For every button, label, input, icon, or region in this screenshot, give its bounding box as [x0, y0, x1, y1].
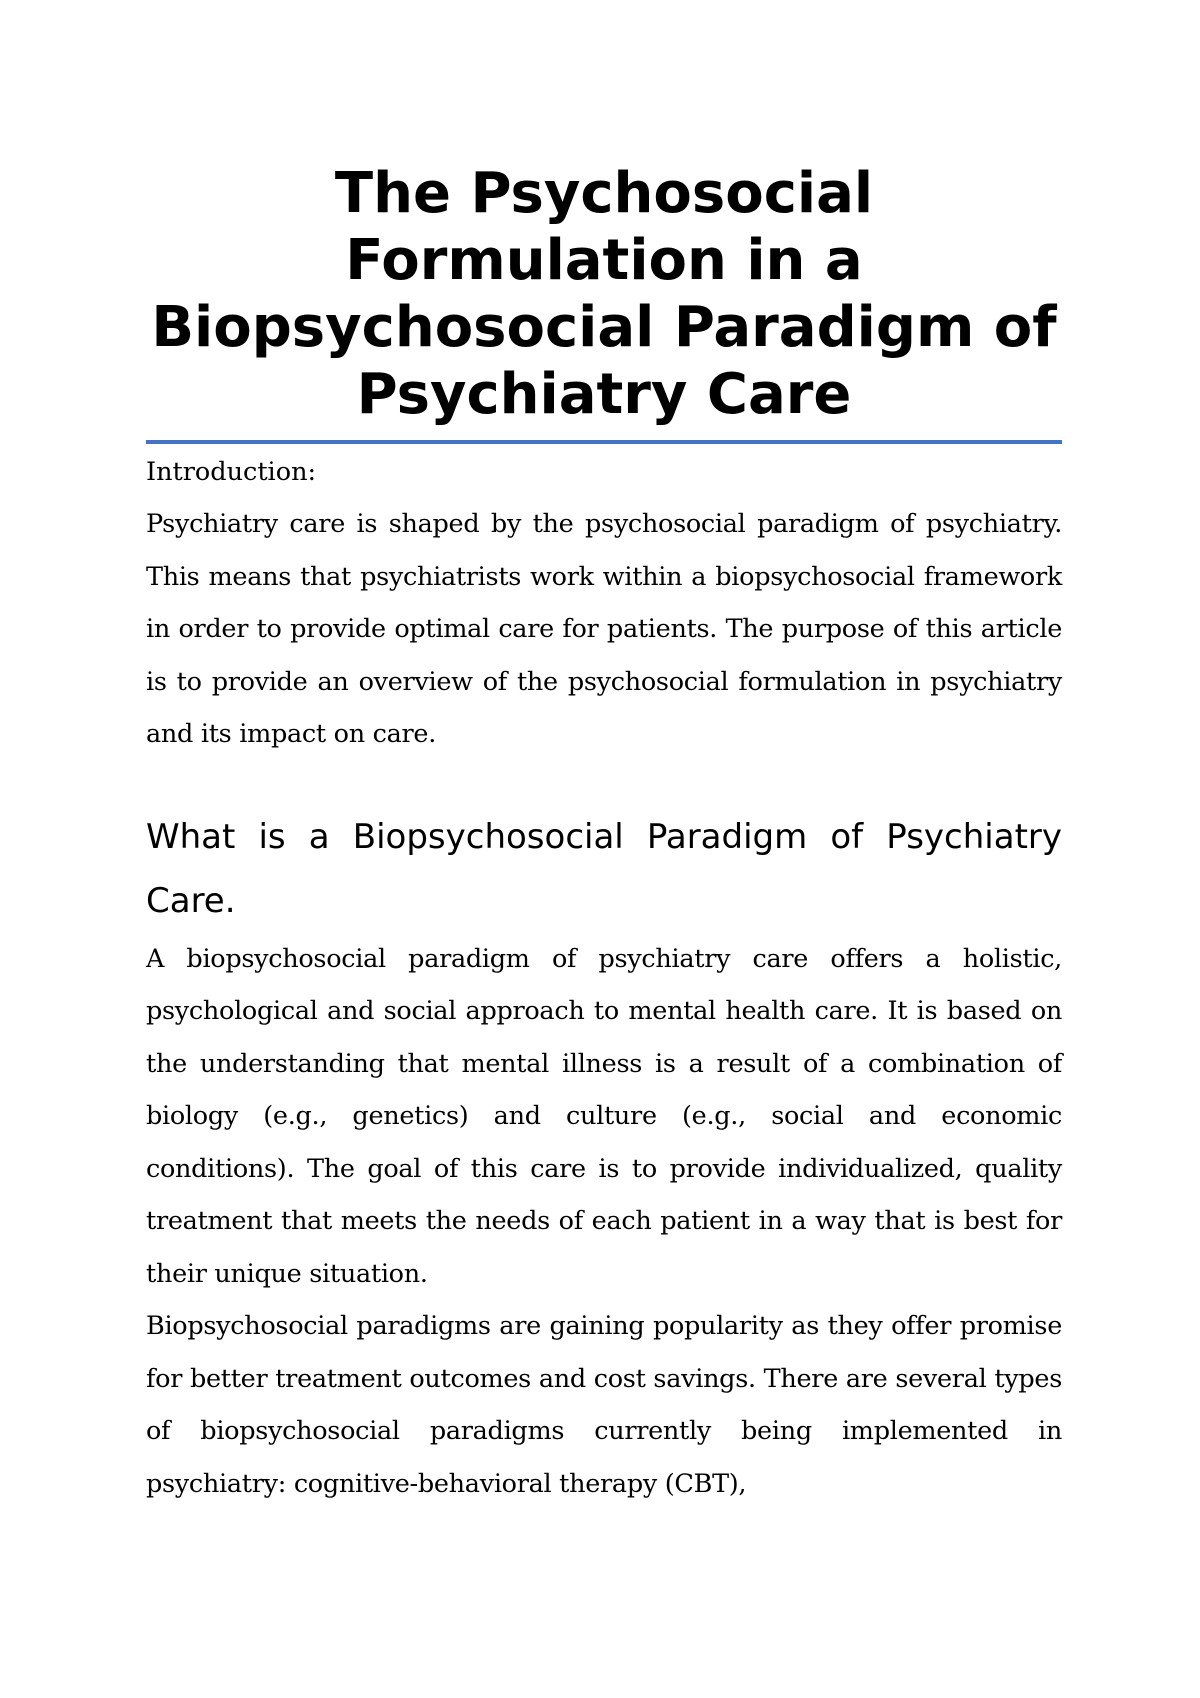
document-title: The Psychosocial Formulation in a Biopsychosocial Paradigm of Psychiatry Care [151, 161, 1057, 427]
title-underline [146, 440, 1062, 444]
section-paragraph-2: Biopsychosocial paradigms are gaining popularity as they offer promise for better treatment outcomes and cost savings. There are several types of biopsychosocial paradigms currently being implemented in psychiatry: cognitive-behavioral therapy (CBT), [146, 1311, 1062, 1499]
section-paragraph-1: A biopsychosocial paradigm of psychiatry care offers a holistic, psychological and social approach to mental health care. It is based on the understanding that mental illness is a result of a combination of biology (e.g., genetics) and culture (e.g., social and economic conditions). The goal of this care is to provide individualized, quality treatment that meets the needs of each patient in a way that is best for their unique situation. [146, 943, 1062, 1289]
document-body [146, 160, 1062, 1510]
introduction-paragraph: Psychiatry care is shaped by the psychosocial paradigm of psychiatry. This means that psychiatrists work within a biopsychosocial framework in order to provide optimal care for patients. The purpose of this article is to provide an overview of the psychosocial formulation in psychiatry and its impact on care. [146, 509, 1062, 749]
introduction-label: Introduction: [146, 457, 317, 487]
section-heading: What is a Biopsychosocial Paradigm of Psychiatry Care. [146, 816, 1062, 921]
